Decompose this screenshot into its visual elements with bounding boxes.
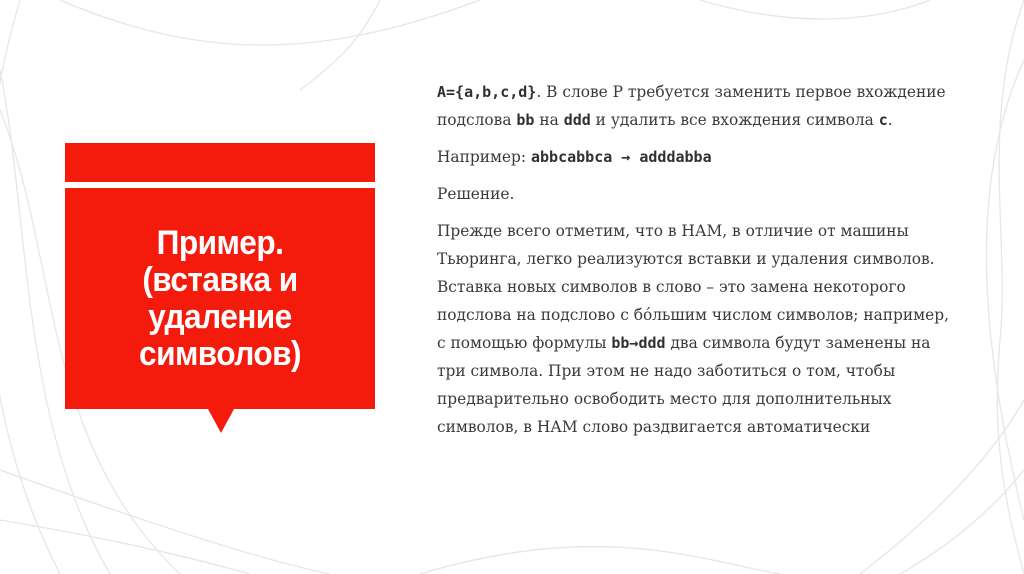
title-pointer-triangle [208, 409, 234, 433]
task-text-part-d: . [887, 111, 893, 129]
explanation-text-part-a: Прежде всего отметим, что в НАМ, в отличие от машины Тьюринга, легко реализуются вставки и удаления символов. Вставка новых символов в слово – это замена некоторого подслова на подслово с бóльшим числом символов; например, с помощью формулы [437, 222, 949, 352]
paragraph-example [437, 143, 957, 171]
paragraph-task [437, 78, 957, 134]
subword-bb: bb [516, 111, 535, 129]
slide-title: Пример. (вставка и удаление символов) [139, 223, 301, 373]
task-text-part-b: на [534, 111, 564, 129]
title-accent-bar [65, 143, 375, 182]
example-transformation: abbcabbca → adddabba [530, 148, 712, 166]
symbol-c: c [878, 111, 888, 129]
slide-content [437, 78, 957, 450]
paragraph-solution: Решение. [437, 185, 515, 203]
task-text-part-a: . В слове P требуется заменить первое вхождение подслова [437, 83, 946, 129]
title-box [65, 188, 375, 409]
example-label: Например: [437, 148, 531, 166]
task-text-part-c: и удалить все вхождения символа [590, 111, 879, 129]
paragraph-explanation [437, 217, 957, 441]
formula-bb-ddd: bb→ddd [611, 334, 666, 352]
explanation-text-part-b: два символа будут заменены на три символа. При этом не надо заботиться о том, чтобы предварительно освободить место для дополнительных символов, в НАМ слово раздвигается автоматически [437, 334, 931, 436]
alphabet-definition: A={a,b,c,d} [437, 83, 537, 101]
subword-ddd: ddd [563, 111, 591, 129]
